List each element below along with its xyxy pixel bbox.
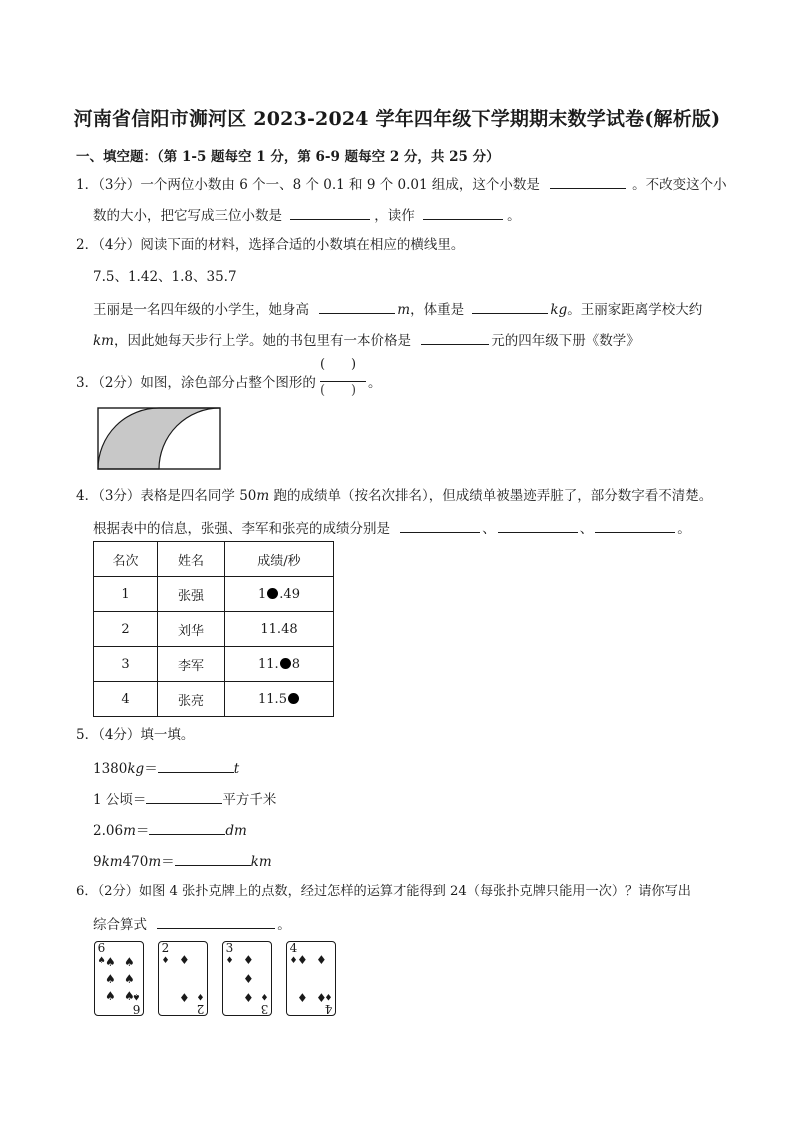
question-1-text-a: 1．（3分）一个两位小数由 6 个一、8 个 0.1 和 9 个 0.01 组成，这个小数是 bbox=[76, 177, 540, 193]
question-1-line-1 bbox=[76, 174, 727, 194]
unit-kg: kg bbox=[550, 302, 568, 318]
playing-card-two-diamonds bbox=[158, 941, 208, 1016]
question-1-text-b: 。不改变这个小 bbox=[632, 177, 727, 193]
answer-blank[interactable] bbox=[423, 205, 503, 220]
question-6-line-2 bbox=[93, 914, 291, 934]
diamond-icon: ♦ bbox=[196, 991, 205, 1001]
value: 9 bbox=[93, 854, 102, 870]
table-row bbox=[94, 577, 334, 612]
spade-icon: ♠ bbox=[124, 972, 135, 986]
question-2-text-b: ，体重是 bbox=[410, 302, 465, 318]
spade-icon: ♠ bbox=[105, 972, 116, 986]
ink-blot-icon bbox=[280, 658, 291, 669]
card-rank: 4 bbox=[324, 1002, 333, 1016]
answer-blank[interactable] bbox=[146, 789, 222, 804]
table-row bbox=[94, 647, 334, 682]
diamond-icon: ♦ bbox=[260, 991, 269, 1001]
card-rank: 4 bbox=[289, 941, 298, 955]
unit-m: m bbox=[397, 302, 411, 318]
rank-cell: 2 bbox=[94, 612, 158, 647]
question-1-text-c: 数的大小，把它写成三位小数是 bbox=[93, 208, 282, 224]
score-part: .49 bbox=[279, 586, 300, 602]
unit-dm: dm bbox=[225, 823, 247, 839]
question-4-end: 。 bbox=[677, 521, 691, 537]
question-1-line-2 bbox=[93, 205, 521, 225]
question-2-text-e: 元的四年级下册《数学》 bbox=[491, 333, 640, 349]
answer-blank[interactable] bbox=[400, 518, 480, 533]
scores-table bbox=[93, 541, 334, 717]
ink-blot-icon bbox=[267, 588, 278, 599]
question-2-paragraph-2 bbox=[93, 330, 640, 350]
answer-blank[interactable] bbox=[550, 174, 626, 189]
answer-blank[interactable] bbox=[498, 518, 578, 533]
answer-blank[interactable] bbox=[421, 330, 489, 345]
diamond-icon: ♦ bbox=[297, 991, 308, 1005]
rank-cell: 4 bbox=[94, 682, 158, 717]
page-title: 河南省信阳市浉河区 2023-2024 学年四年级下学期期末数学试卷(解析版) bbox=[73, 108, 721, 130]
card-rank: 3 bbox=[260, 1002, 269, 1016]
value: 2.06 bbox=[93, 823, 124, 839]
score-part: 1 bbox=[258, 586, 267, 602]
answer-blank[interactable] bbox=[158, 758, 234, 773]
table-header: 名次 bbox=[94, 542, 158, 577]
equals-sign: ＝ bbox=[144, 761, 158, 777]
unit-km: km bbox=[250, 854, 272, 870]
score-part: 11.5 bbox=[258, 691, 287, 707]
question-5-item-c bbox=[93, 820, 247, 840]
question-1-text-d: ，读作 bbox=[374, 208, 415, 224]
unit-m: m bbox=[256, 488, 270, 504]
spade-icon: ♠ bbox=[124, 989, 135, 1003]
question-5-item-a bbox=[93, 758, 239, 778]
rank-cell: 3 bbox=[94, 647, 158, 682]
question-2-text-a: 王丽是一名四年级的小学生，她身高 bbox=[93, 302, 309, 318]
question-5-item-d bbox=[93, 851, 272, 871]
question-4-line-1 bbox=[76, 487, 712, 505]
answer-blank[interactable] bbox=[595, 518, 675, 533]
question-6-text: 综合算式 bbox=[93, 917, 147, 933]
diamond-icon: ♦ bbox=[225, 956, 234, 966]
unit-kg: kg bbox=[127, 761, 145, 777]
question-2-text-c: 。王丽家距离学校大约 bbox=[567, 302, 703, 318]
question-2-text-d: ，因此她每天步行上学。她的书包里有一本价格是 bbox=[113, 333, 411, 349]
diamond-icon: ♦ bbox=[324, 991, 333, 1001]
diamond-icon: ♦ bbox=[161, 956, 170, 966]
question-3-text: 3．（2分）如图，涂色部分占整个图形的 bbox=[76, 375, 316, 391]
diamond-icon: ♦ bbox=[289, 956, 298, 966]
playing-card-six-spades bbox=[94, 941, 144, 1016]
score-cell bbox=[225, 647, 334, 682]
diamond-icon: ♦ bbox=[243, 953, 254, 967]
question-4-text-b: 跑的成绩单（按名次排名），但成绩单被墨迹弄脏了，部分数字看不清楚。 bbox=[269, 488, 713, 504]
score-cell bbox=[225, 577, 334, 612]
playing-card-three-diamonds bbox=[222, 941, 272, 1016]
question-2-line-1: 2．（4分）阅读下面的材料，选择合适的小数填在相应的横线里。 bbox=[76, 237, 465, 253]
score-cell: 11.48 bbox=[225, 612, 334, 647]
card-rank: 6 bbox=[97, 941, 106, 955]
table-row bbox=[94, 612, 334, 647]
unit-t: t bbox=[233, 761, 240, 777]
spade-icon: ♠ bbox=[132, 991, 141, 1001]
table-row bbox=[94, 682, 334, 717]
value: 1380 bbox=[93, 761, 128, 777]
name-cell: 刘华 bbox=[158, 612, 225, 647]
question-3-line bbox=[76, 357, 382, 398]
diamond-icon: ♦ bbox=[179, 991, 190, 1005]
answer-blank[interactable] bbox=[175, 851, 251, 866]
name-cell: 李军 bbox=[158, 647, 225, 682]
unit-label: 平方千米 bbox=[222, 792, 277, 808]
score-part: 11. bbox=[258, 656, 279, 672]
card-corner bbox=[196, 989, 205, 1015]
diamond-icon: ♦ bbox=[179, 953, 190, 967]
question-2-numbers: 7.5、1.42、1.8、35.7 bbox=[93, 269, 237, 285]
card-corner bbox=[161, 942, 170, 968]
spade-icon: ♠ bbox=[105, 989, 116, 1003]
card-rank: 2 bbox=[196, 1002, 205, 1016]
question-3-end: 。 bbox=[367, 375, 382, 391]
table-header-row bbox=[94, 542, 334, 577]
question-5-item-b bbox=[93, 789, 276, 809]
diamond-icon: ♦ bbox=[243, 972, 254, 986]
table-header: 姓名 bbox=[158, 542, 225, 577]
answer-blank[interactable] bbox=[157, 914, 275, 929]
unit-km: km bbox=[101, 854, 123, 870]
card-corner bbox=[260, 989, 269, 1015]
fraction-denominator: ( ) bbox=[319, 383, 357, 398]
score-cell bbox=[225, 682, 334, 717]
unit-km: km bbox=[93, 333, 114, 349]
fraction-bar bbox=[320, 381, 366, 382]
card-corner bbox=[132, 989, 141, 1015]
value: 470 bbox=[122, 854, 149, 870]
shaded-figure bbox=[97, 406, 221, 470]
answer-blank[interactable] bbox=[290, 205, 370, 220]
equals-sign: ＝ bbox=[161, 854, 175, 870]
diamond-icon: ♦ bbox=[316, 953, 327, 967]
separator: 、 bbox=[579, 521, 594, 537]
fraction-blank[interactable] bbox=[318, 357, 368, 398]
table-header: 成绩/秒 bbox=[225, 542, 334, 577]
answer-blank[interactable] bbox=[319, 299, 395, 314]
answer-blank[interactable] bbox=[149, 820, 225, 835]
spade-icon: ♠ bbox=[105, 955, 116, 969]
question-4-text-c: 根据表中的信息，张强、李军和张亮的成绩分别是 bbox=[93, 521, 390, 537]
diamond-icon: ♦ bbox=[243, 991, 254, 1005]
question-6-line-1: 6．（2分）如图 4 张扑克牌上的点数，经过怎样的运算才能得到 24（每张扑克牌只能用一次）？请你写出 bbox=[76, 884, 691, 899]
spade-icon: ♠ bbox=[124, 955, 135, 969]
value: 1 公顷＝ bbox=[93, 792, 147, 808]
question-5-line-1: 5．（4分）填一填。 bbox=[76, 727, 195, 743]
name-cell: 张强 bbox=[158, 577, 225, 612]
score-part: 8 bbox=[291, 656, 300, 672]
question-1-text-e: 。 bbox=[507, 208, 521, 224]
rank-cell: 1 bbox=[94, 577, 158, 612]
unit-m: m bbox=[123, 823, 136, 839]
question-4-line-2 bbox=[93, 518, 691, 538]
card-rank: 3 bbox=[225, 941, 234, 955]
card-corner bbox=[225, 942, 234, 968]
ink-blot-icon bbox=[288, 693, 299, 704]
diamond-icon: ♦ bbox=[316, 991, 327, 1005]
section-heading: 一、填空题：（第 1-5 题每空 1 分，第 6-9 题每空 2 分，共 25 分） bbox=[76, 149, 500, 165]
fraction-numerator: ( ) bbox=[319, 357, 357, 372]
name-cell: 张亮 bbox=[158, 682, 225, 717]
card-corner bbox=[324, 989, 333, 1015]
card-rank: 2 bbox=[161, 941, 170, 955]
diamond-icon: ♦ bbox=[297, 953, 308, 967]
answer-blank[interactable] bbox=[472, 299, 548, 314]
spade-icon: ♠ bbox=[97, 956, 106, 966]
playing-card-four-diamonds bbox=[286, 941, 336, 1016]
shaded-region bbox=[98, 408, 220, 469]
question-2-paragraph-1 bbox=[93, 299, 702, 319]
question-4-text-a: 4．（3分）表格是四名同学 50 bbox=[76, 488, 257, 504]
unit-m: m bbox=[148, 854, 162, 870]
question-6-end: 。 bbox=[277, 917, 291, 933]
equals-sign: ＝ bbox=[135, 823, 150, 839]
separator: 、 bbox=[482, 521, 496, 537]
card-rank: 6 bbox=[132, 1002, 141, 1016]
